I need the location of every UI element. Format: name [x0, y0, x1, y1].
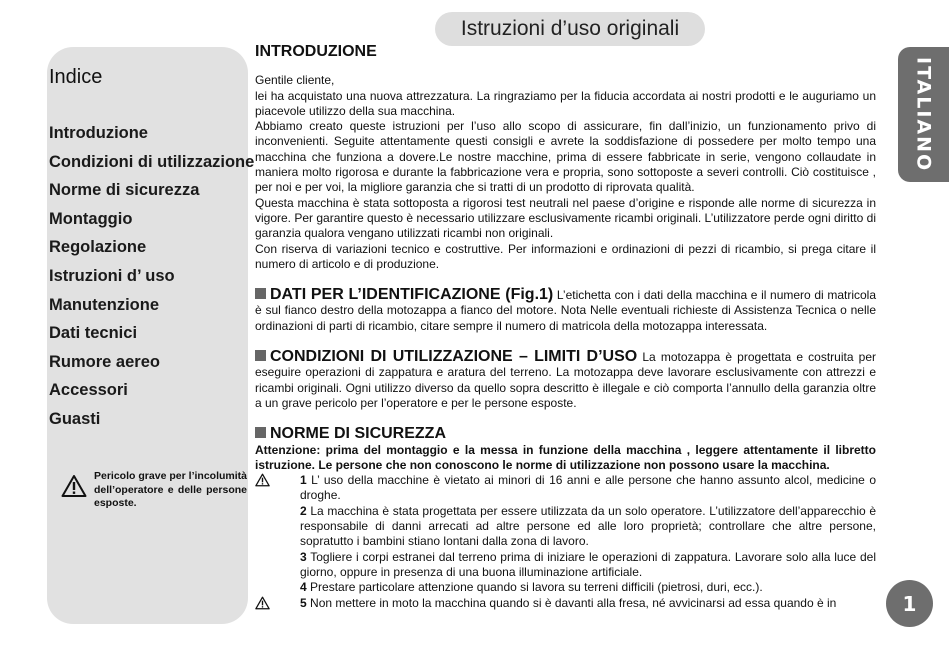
warning-icon — [255, 596, 270, 610]
rule-item — [255, 473, 876, 504]
rule-number: 2 — [300, 503, 307, 518]
index-item-introduzione[interactable]: Introduzione — [49, 124, 148, 142]
section-dati — [255, 287, 876, 334]
square-bullet-icon — [255, 427, 266, 438]
rule-number: 3 — [300, 549, 307, 564]
page-title: Istruzioni d’uso originali — [435, 12, 705, 46]
norme-heading: NORME DI SICUREZZA — [270, 425, 446, 443]
intro-paragraph: lei ha acquistato una nuova attrezzatura. La ringraziamo per la fiducia accordata ai nostri prodotti e le auguriamo un piacevole utilizzo della sua macchina. — [255, 88, 876, 118]
norme-attention: Attenzione: prima del montaggio e la messa in funzione della macchina , leggere attentamente il libretto istruzione. Le persone che non conoscono le norme di utilizzazione non possono usare la macchina. — [255, 442, 876, 472]
index-title: Indice — [49, 66, 103, 88]
index-item-accessori[interactable]: Accessori — [49, 381, 128, 400]
index-item-regolazione[interactable]: Regolazione — [49, 238, 147, 257]
warning-icon — [255, 473, 270, 487]
intro-heading: INTRODUZIONE — [255, 43, 377, 60]
language-tab-label: ITALIANO — [912, 56, 935, 173]
intro-greeting: Gentile cliente, — [255, 73, 335, 88]
dati-text: L’etichetta con i dati della macchina e il numero di matricola è sul fianco destro della motozappa a fianco del motore. Nota Nelle eventuali richieste di Assistenza Tecnica o nelle ordinazioni di parti di ricambio, citare sempre il numero di matricola della motozappa interessata. — [255, 288, 877, 333]
intro-paragraph: Abbiamo creato queste istruzioni per l’uso allo scopo di assicurare, fin dall’inizio, un funzionamento privo di inconvenienti. Seguite attentamente questi consigli e avrete la soddisfazione di possedere per molto tempo una macchina che funziona a dovere.Le nostre macchine, prima di essere fabbricate in serie, vengono collaudate in maniera molto rigorosa e durante la fabbricazione vera e propria, sono sottoposte a severi controlli. Ciò costituisce , per noi e per voi, la migliore garanzia che si tratti di un prodotto di riprovata qualità. — [255, 119, 876, 195]
rule-text: Togliere i corpi estranei dal terreno prima di iniziare le operazioni di zappatura. Lavorare solo alla luce del giorno, oppure in presenza di una buona illuminazione artificiale. — [300, 549, 876, 579]
rule-number: 4 — [300, 580, 307, 595]
danger-legend — [61, 470, 247, 511]
square-bullet-icon — [255, 350, 266, 361]
language-tab[interactable] — [898, 47, 949, 182]
rule-number: 1 — [300, 473, 307, 488]
rule-item — [255, 550, 876, 581]
intro-paragraph: Con riserva di variazioni tecnico e costruttive. Per informazioni e ordinazioni di pezzi di ricambio, si prega citare il numero di articolo e di produzione. — [255, 241, 876, 271]
index-item-dati-tecnici[interactable]: Dati tecnici — [49, 324, 138, 343]
section-norme-heading-row — [255, 426, 876, 442]
index-item-norme[interactable]: Norme di sicurezza — [49, 181, 200, 200]
rule-text: Prestare particolare attenzione quando si lavora su terreni difficili (pietrosi, duri, ecc.). — [306, 580, 763, 595]
rule-item — [255, 580, 876, 595]
warning-icon — [61, 474, 87, 498]
index-item-condizioni[interactable]: Condizioni di utilizzazione — [49, 152, 255, 171]
index-item-istruzioni[interactable]: Istruzioni d’ uso — [49, 266, 175, 285]
danger-legend-text: Pericolo grave per l’incolumità dell’operatore e delle persone esposte. — [94, 470, 247, 509]
index-list — [49, 119, 254, 434]
sidebar-index — [47, 47, 255, 624]
rule-text: Non mettere in moto la macchina quando si è davanti alla fresa, né avvicinarsi ad essa quando è in — [306, 595, 837, 610]
index-item-manutenzione[interactable]: Manutenzione — [49, 295, 159, 314]
rule-text: La macchina è stata progettata per essere utilizzata da un solo operatore. L’utilizzatore dell’apparecchio è responsabile di danni arrecati ad altre persone ed alle loro proprietà; controllare che altre persone, sopratutto i bambini stiano lontani dalla zona di lavoro. — [300, 503, 876, 549]
intro-paragraph: Questa macchina è stata sottoposta a rigorosi test neutrali nel paese d’origine e risponde alle norme di sicurezza in vigore. Per garantire questo è necessario utilizzare esclusivamente ricambi originali. L’utilizzatore perde ogni diritto di garanzia qualora vengano utilizzati ricambi non originali. — [255, 195, 876, 241]
condizioni-text: La motozappa è progettata e costruita per eseguire operazioni di zappatura e aratura del terreno. La motozappa deve lavorare esclusivamente con attrezzi e ricambi originali. Ogni utilizzo diverso da quello sopra descritto è illegale e ciò comporta l’annullo della garanzia oltre a un grave pericolo per l’operatore e per le persone esposte. — [255, 350, 876, 410]
dati-heading: DATI PER L’IDENTIFICAZIONE (Fig.1) — [270, 286, 554, 304]
index-item-montaggio[interactable]: Montaggio — [49, 209, 133, 228]
index-item-rumore[interactable]: Rumore aereo — [49, 352, 160, 371]
index-item-guasti[interactable]: Guasti — [49, 409, 101, 428]
section-condizioni — [255, 349, 876, 411]
condizioni-heading: CONDIZIONI DI UTILIZZAZIONE – LIMITI D’USO — [270, 348, 638, 366]
main-content — [255, 44, 876, 614]
rule-number: 5 — [300, 595, 307, 610]
square-bullet-icon — [255, 288, 266, 299]
rule-text: L’ uso della macchine è vietato ai minori di 16 anni e alle persone che hanno assunto alcol, medicine o droghe. — [300, 473, 876, 503]
page-number: 1 — [886, 580, 933, 627]
rule-item — [255, 596, 876, 614]
rule-item — [255, 504, 876, 550]
